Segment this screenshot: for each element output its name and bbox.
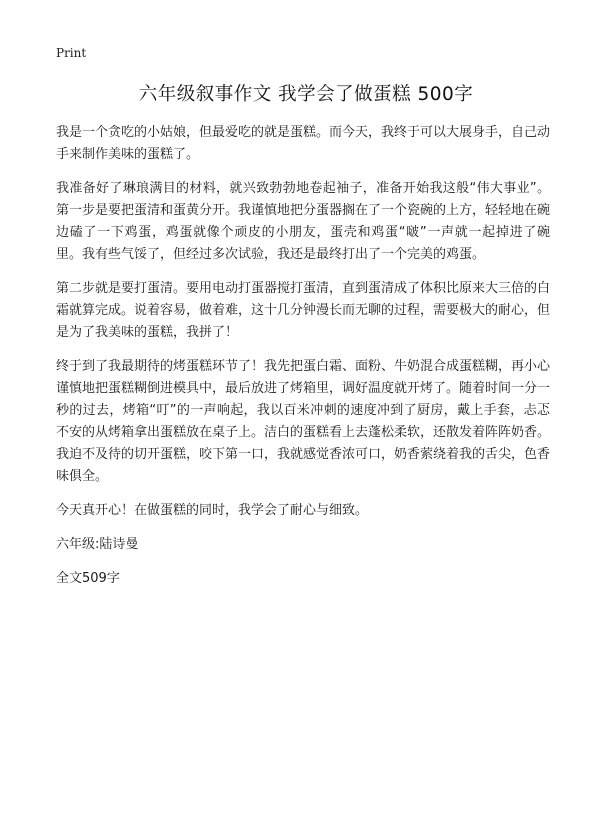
word-count: 全文509字 <box>56 571 120 586</box>
article-paragraph-4: 终于到了我最期待的烤蛋糕环节了！我先把蛋白霜、面粉、牛奶混合成蛋糕糊，再小心谨慎地把蛋糕糊倒进模具中，最后放进了烤箱里，调好温度就开烤了。随着时间一分一秒的过去，烤箱“叮”的一声响起，我以百米冲刺的速度冲到了厨房，戴上手套，忐忑不安的从烤箱拿出蛋糕放在桌子上。洁白的蛋糕看上去蓬松柔软，还散发着阵阵奶香。我迫不及待的切开蛋糕，咬下第一口，我就感觉香浓可口，奶香萦绕着我的舌尖，色香味俱全。 <box>56 359 551 484</box>
print-link[interactable]: Print <box>56 46 87 60</box>
author-line: 六年级:陆诗曼 <box>56 537 139 552</box>
article-paragraph-2: 我准备好了琳琅满目的材料，就兴致勃勃地卷起袖子，准备开始我这般“伟大事业”。第一步是要把蛋清和蛋黄分开。我谨慎地把分蛋器搁在了一个瓷碗的上方，轻轻地在碗边磕了一下鸡蛋，鸡蛋就像个顽皮的小朋友，蛋壳和鸡蛋“啵”一声就一起掉进了碗里。我有些气馁了，但经过多次试验，我还是最终打出了一个完美的鸡蛋。 <box>56 181 551 262</box>
article-body <box>56 122 550 602</box>
page-title: 六年级叙事作文 我学会了做蛋糕 500字 <box>138 84 474 105</box>
article-paragraph-5: 今天真开心！在做蛋糕的同时，我学会了耐心与细致。 <box>56 503 369 518</box>
article-paragraph-3: 第二步就是要打蛋清。要用电动打蛋器搅打蛋清，直到蛋清成了体积比原来大三倍的白霜就算完成。说着容易，做着难，这十几分钟漫长而无聊的过程，需要极大的耐心，但是为了我美味的蛋糕，我拼了！ <box>56 281 551 340</box>
article-paragraph-1: 我是一个贪吃的小姑娘，但最爱吃的就是蛋糕。而今天，我终于可以大展身手，自己动手来制作美味的蛋糕了。 <box>56 125 551 162</box>
